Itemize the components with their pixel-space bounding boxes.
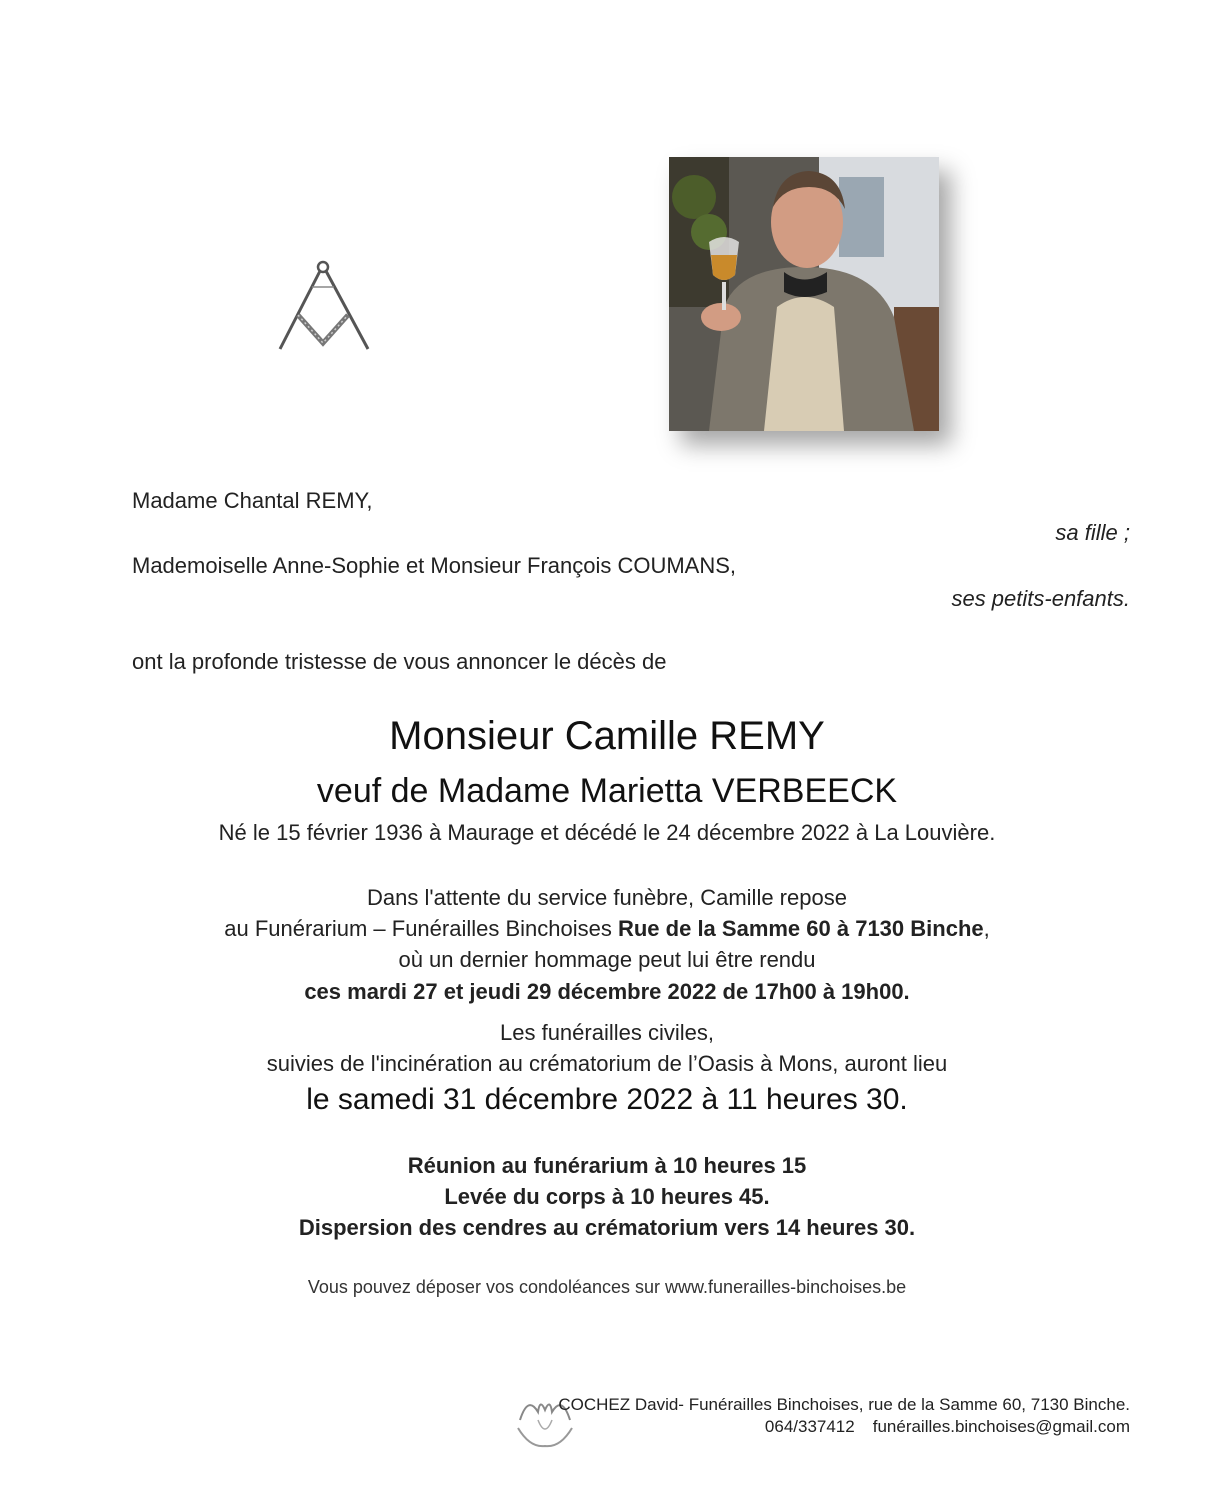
visitation-address: Rue de la Samme 60 à 7130 Binche bbox=[617, 916, 984, 941]
visitation-place: au Funérarium – Funérailles Binchoises bbox=[224, 916, 618, 941]
condolences-text: Vous pouvez déposer vos condoléances sur www.funerailles-binchoises.be bbox=[307, 1277, 907, 1297]
footer-email: funérailles.binchoises@gmail.com bbox=[872, 1417, 1130, 1436]
schedule-scattering: Dispersion des cendres au crématorium vers 14 heures 30. bbox=[298, 1215, 916, 1240]
grandchildren-names: Mademoiselle Anne-Sophie et Monsieur François COUMANS, bbox=[132, 553, 737, 578]
daughter-name: Madame Chantal REMY, bbox=[132, 488, 373, 513]
deceased-name: Monsieur Camille REMY bbox=[389, 714, 825, 758]
visitation-line-2 bbox=[0, 916, 1214, 942]
schedule-meeting: Réunion au funérarium à 10 heures 15 bbox=[407, 1153, 807, 1178]
ceremony-date: le samedi 31 décembre 2022 à 11 heures 30. bbox=[306, 1083, 908, 1116]
daughter-role: sa fille ; bbox=[1055, 520, 1130, 545]
schedule-departure: Levée du corps à 10 heures 45. bbox=[444, 1184, 770, 1209]
visitation-dates: ces mardi 27 et jeudi 29 décembre 2022 de 17h00 à 19h00. bbox=[304, 979, 910, 1004]
announcement-text: ont la profonde tristesse de vous annoncer le décès de bbox=[132, 649, 667, 674]
visitation-line-3: où un dernier hommage peut lui être rendu bbox=[398, 947, 816, 972]
birth-death-dates: Né le 15 février 1936 à Maurage et décédé le 24 décembre 2022 à La Louvière. bbox=[218, 820, 996, 845]
widow-of: veuf de Madame Marietta VERBEECK bbox=[316, 772, 898, 810]
visitation-line-1: Dans l'attente du service funèbre, Camille repose bbox=[367, 885, 847, 910]
grandchildren-role: ses petits-enfants. bbox=[951, 586, 1130, 611]
funeral-line-2: suivies de l'incinération au crématorium de l’Oasis à Mons, auront lieu bbox=[266, 1051, 948, 1076]
deceased-photo bbox=[669, 157, 939, 431]
footer-phone: 064/337412 bbox=[764, 1417, 855, 1436]
footer-contact bbox=[558, 1395, 1130, 1437]
funeral-line-1: Les funérailles civiles, bbox=[500, 1020, 714, 1045]
visitation-comma: , bbox=[983, 916, 990, 941]
footer-address: COCHEZ David- Funérailles Binchoises, rue de la Samme 60, 7130 Binche. bbox=[558, 1395, 1130, 1414]
footer-contact-line bbox=[558, 1417, 1130, 1437]
square-and-compass-emblem bbox=[272, 259, 374, 355]
